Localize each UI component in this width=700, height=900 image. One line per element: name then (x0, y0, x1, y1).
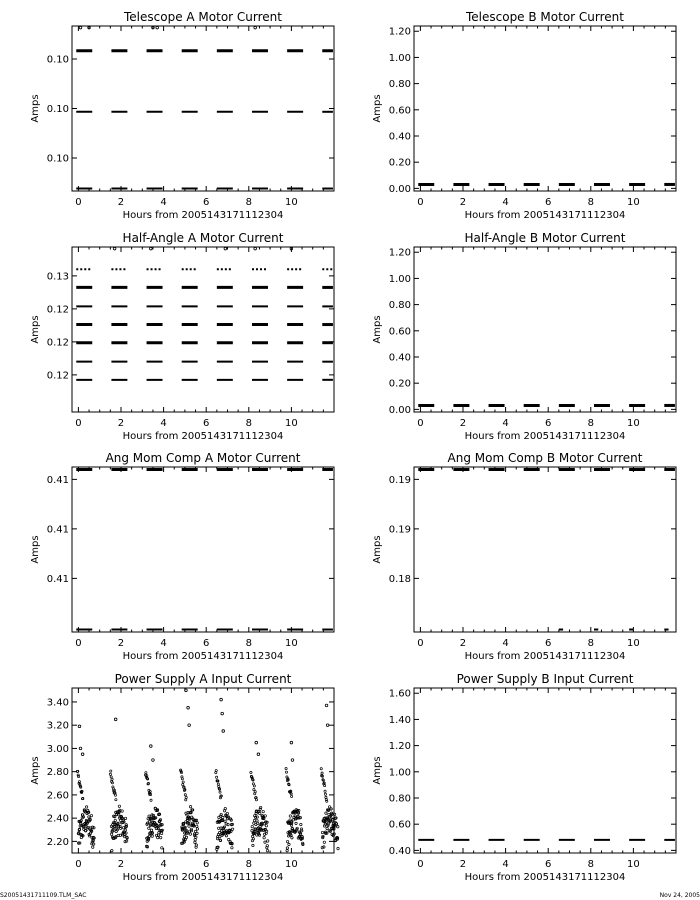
y-tick-label: 1.20 (388, 247, 411, 259)
data-point (109, 773, 111, 775)
data-point (265, 825, 267, 827)
data-point (114, 819, 116, 821)
data-point (78, 725, 81, 728)
plot-frame (72, 467, 334, 632)
data-point (231, 847, 233, 849)
data-point (222, 730, 225, 733)
data-point (286, 840, 288, 842)
x-tick-label: 0 (75, 638, 82, 649)
data-point (196, 828, 198, 830)
data-point (254, 791, 256, 793)
y-tick-label: 0.40 (388, 131, 411, 143)
footer-date: Nov 24, 2005 (659, 892, 700, 899)
data-point (322, 779, 324, 781)
x-tick-label: 2 (117, 859, 125, 870)
data-point (285, 771, 287, 773)
y-axis-label: Amps (30, 94, 41, 123)
plot-frame (414, 26, 676, 191)
y-tick-label: 1.40 (388, 714, 411, 726)
data-point (150, 799, 152, 801)
x-tick-label: 6 (545, 859, 552, 870)
y-tick-label: 0.10 (46, 104, 69, 115)
chart-panel-7 (30, 672, 339, 883)
y-tick-label: 0.41 (46, 524, 69, 536)
data-point (111, 782, 113, 784)
x-tick-label: 10 (627, 418, 640, 429)
y-tick-label: 3.20 (46, 720, 69, 732)
data-point (326, 800, 328, 802)
x-tick-label: 10 (627, 638, 640, 649)
x-tick-label: 10 (627, 859, 640, 870)
y-tick-label: 0.20 (388, 157, 411, 169)
data-point (325, 812, 327, 814)
x-tick-label: 8 (587, 638, 594, 649)
y-axis-label: Amps (30, 535, 41, 564)
data-point (124, 817, 126, 819)
data-point (325, 704, 328, 707)
data-point (196, 822, 198, 824)
x-tick-label: 2 (459, 859, 467, 870)
data-point (326, 827, 328, 829)
data-point (286, 849, 288, 851)
data-point (188, 724, 191, 727)
y-tick-label: 0.10 (46, 153, 69, 165)
y-tick-label: 1.00 (388, 52, 411, 64)
data-point (160, 832, 162, 834)
y-axis-label: Amps (372, 756, 383, 785)
data-point (224, 247, 227, 250)
x-axis-label: Hours from 2005143171112304 (122, 872, 284, 883)
x-tick-label: 4 (502, 418, 509, 429)
chart-panel-2 (372, 10, 676, 221)
data-point (291, 759, 294, 762)
data-point (266, 849, 268, 851)
data-point (226, 812, 228, 814)
chart-panel-6 (372, 451, 676, 662)
x-axis-label: Hours from 2005143171112304 (464, 872, 626, 883)
y-tick-label: 2.40 (46, 813, 69, 825)
y-tick-label: 0.60 (388, 105, 411, 117)
x-tick-label: 2 (117, 418, 125, 429)
data-point (77, 770, 79, 772)
data-point (121, 810, 123, 812)
data-point (292, 819, 294, 821)
y-axis-label: Amps (372, 315, 383, 344)
data-point (216, 776, 218, 778)
x-tick-label: 2 (459, 638, 467, 649)
plot-frame (72, 247, 334, 412)
x-tick-label: 2 (459, 418, 467, 429)
data-point (263, 837, 265, 839)
plot-frame (414, 247, 676, 412)
data-point (285, 768, 287, 770)
y-tick-label: 0.80 (388, 300, 411, 312)
data-point (145, 772, 147, 774)
y-axis-label: Amps (30, 756, 41, 785)
y-axis-label: Amps (372, 94, 383, 123)
plot-frame (414, 467, 676, 632)
data-point (196, 832, 198, 834)
data-point (188, 825, 190, 827)
chart-title: Power Supply B Input Current (456, 672, 634, 686)
x-tick-label: 6 (545, 638, 552, 649)
y-tick-label: 1.00 (388, 767, 411, 779)
y-tick-label: 0.60 (388, 326, 411, 338)
data-point (118, 805, 120, 807)
data-point (148, 827, 150, 829)
chart-title: Power Supply A Input Current (114, 672, 292, 686)
chart-title: Ang Mom Comp A Motor Current (105, 451, 301, 465)
data-point (161, 847, 163, 849)
data-point (326, 724, 329, 727)
data-point (222, 816, 224, 818)
data-point (78, 781, 80, 783)
data-point (253, 819, 255, 821)
data-point (251, 825, 253, 827)
data-point (150, 247, 153, 250)
data-point (85, 806, 87, 808)
x-tick-label: 8 (245, 859, 252, 870)
data-point (182, 781, 184, 783)
y-tick-label: 3.40 (46, 697, 69, 709)
x-tick-label: 10 (285, 197, 298, 208)
data-point (220, 698, 223, 701)
y-tick-label: 0.10 (46, 54, 69, 66)
data-point (324, 784, 326, 786)
data-point (337, 847, 339, 849)
data-point (291, 837, 293, 839)
data-point (115, 799, 117, 801)
data-point (114, 794, 116, 796)
chart-title: Telescope B Motor Current (465, 10, 625, 24)
x-tick-label: 2 (117, 197, 125, 208)
y-tick-label: 0.40 (388, 845, 411, 857)
x-tick-label: 4 (502, 197, 509, 208)
y-tick-label: 2.80 (46, 767, 69, 779)
data-point (300, 823, 302, 825)
data-point (92, 846, 94, 848)
data-point (194, 841, 196, 843)
y-tick-label: 0.12 (46, 304, 69, 316)
data-point (254, 26, 257, 29)
x-tick-label: 0 (75, 859, 82, 870)
data-point (182, 783, 184, 785)
data-point (82, 797, 84, 799)
data-point (255, 796, 257, 798)
y-tick-label: 1.00 (388, 273, 411, 285)
chart-title: Telescope A Motor Current (124, 10, 282, 24)
y-tick-label: 0.20 (388, 378, 411, 390)
data-point (111, 849, 113, 851)
y-tick-label: 1.60 (388, 688, 411, 700)
data-point (150, 745, 153, 748)
data-point (215, 769, 217, 771)
y-tick-label: 3.00 (46, 743, 69, 755)
data-point (231, 828, 233, 830)
data-point (267, 840, 269, 842)
x-tick-label: 2 (459, 197, 467, 208)
data-point (264, 841, 266, 843)
x-tick-label: 4 (502, 859, 509, 870)
data-point (110, 776, 112, 778)
data-point (217, 783, 219, 785)
chart-panel-5 (30, 451, 334, 662)
chart-title: Half-Angle B Motor Current (464, 231, 626, 245)
x-tick-label: 0 (417, 638, 424, 649)
data-point (256, 820, 258, 822)
data-point (184, 794, 186, 796)
chart-panel-8 (372, 672, 676, 883)
plot-frame (414, 688, 676, 853)
y-tick-label: 2.20 (46, 836, 69, 848)
x-tick-label: 6 (545, 197, 552, 208)
chart-title: Half-Angle A Motor Current (122, 231, 284, 245)
x-axis-label: Hours from 2005143171112304 (464, 431, 626, 442)
data-point (90, 814, 92, 816)
data-point (152, 759, 155, 762)
y-tick-label: 2.60 (46, 790, 69, 802)
data-point (189, 833, 191, 835)
x-tick-label: 4 (160, 859, 167, 870)
data-point (114, 718, 117, 721)
data-point (78, 775, 80, 777)
data-point (262, 810, 264, 812)
data-point (290, 793, 292, 795)
x-tick-label: 4 (160, 418, 167, 429)
x-axis-label: Hours from 2005143171112304 (122, 651, 284, 662)
data-point (324, 790, 326, 792)
data-point (110, 833, 112, 835)
data-point (256, 816, 258, 818)
data-point (255, 799, 257, 801)
y-tick-label: 0.80 (388, 793, 411, 805)
x-tick-label: 8 (245, 418, 252, 429)
y-tick-label: 0.00 (388, 404, 411, 416)
data-point (286, 847, 288, 849)
data-point (194, 839, 196, 841)
y-tick-label: 1.20 (388, 26, 411, 38)
data-point (150, 829, 152, 831)
data-point (290, 741, 293, 744)
x-tick-label: 2 (117, 638, 125, 649)
data-point (219, 791, 221, 793)
data-point (289, 815, 291, 817)
data-point (149, 791, 151, 793)
data-point (323, 841, 325, 843)
x-tick-label: 10 (285, 638, 298, 649)
x-tick-label: 10 (285, 859, 298, 870)
data-point (252, 844, 254, 846)
x-tick-label: 10 (627, 197, 640, 208)
y-axis-label: Amps (30, 315, 41, 344)
y-axis-label: Amps (372, 535, 383, 564)
y-tick-label: 0.80 (388, 79, 411, 91)
data-point (321, 831, 323, 833)
x-tick-label: 0 (75, 197, 82, 208)
data-point (252, 779, 254, 781)
x-tick-label: 6 (203, 197, 210, 208)
data-point (221, 712, 224, 715)
y-tick-label: 0.19 (388, 474, 411, 486)
data-point (185, 689, 188, 692)
footer-filename: S20051431711109.TLM_SAC (0, 892, 87, 899)
data-point (156, 26, 159, 29)
data-point (288, 843, 290, 845)
data-point (250, 771, 252, 773)
data-point (257, 753, 260, 756)
x-tick-label: 8 (587, 418, 594, 429)
y-tick-label: 0.12 (46, 370, 69, 382)
data-point (220, 795, 222, 797)
data-point (157, 836, 159, 838)
data-point (255, 741, 258, 744)
x-axis-label: Hours from 2005143171112304 (464, 651, 626, 662)
data-point (196, 825, 198, 827)
x-axis-label: Hours from 2005143171112304 (464, 210, 626, 221)
data-point (288, 784, 290, 786)
data-point (160, 836, 162, 838)
y-tick-label: 0.18 (388, 573, 411, 585)
x-axis-label: Hours from 2005143171112304 (122, 431, 284, 442)
y-tick-label: 0.60 (388, 819, 411, 831)
x-tick-label: 0 (75, 418, 82, 429)
chart-panel-4 (372, 231, 676, 442)
data-point (295, 822, 297, 824)
x-tick-label: 6 (203, 418, 210, 429)
data-point (110, 770, 112, 772)
x-tick-label: 6 (545, 418, 552, 429)
data-point (224, 820, 226, 822)
x-tick-label: 10 (285, 418, 298, 429)
data-point (111, 778, 113, 780)
data-point (151, 835, 153, 837)
data-point (254, 247, 257, 250)
chart-title: Ang Mom Comp B Motor Current (447, 451, 643, 465)
data-point (187, 706, 190, 709)
chart-panel-1 (30, 10, 334, 221)
data-point (79, 747, 82, 750)
data-point (181, 778, 183, 780)
x-tick-label: 8 (587, 197, 594, 208)
data-point (183, 786, 185, 788)
x-tick-label: 4 (160, 197, 167, 208)
data-point (81, 753, 84, 756)
x-tick-label: 8 (587, 859, 594, 870)
data-point (185, 796, 187, 798)
x-tick-label: 8 (245, 197, 252, 208)
x-tick-label: 0 (417, 418, 424, 429)
y-tick-label: 0.41 (46, 573, 69, 585)
data-point (320, 768, 322, 770)
data-point (113, 247, 116, 250)
x-axis-label: Hours from 2005143171112304 (122, 210, 284, 221)
x-tick-label: 0 (417, 859, 424, 870)
y-tick-label: 0.12 (46, 337, 69, 349)
y-tick-label: 0.41 (46, 474, 69, 486)
y-tick-label: 0.13 (46, 271, 69, 283)
x-tick-label: 4 (502, 638, 509, 649)
data-point (189, 806, 191, 808)
data-point (321, 772, 323, 774)
data-point (251, 835, 253, 837)
data-point (324, 793, 326, 795)
data-point (185, 799, 187, 801)
data-point (253, 785, 255, 787)
data-point (147, 778, 149, 780)
y-tick-label: 1.20 (388, 741, 411, 753)
data-point (148, 821, 150, 823)
data-point (291, 795, 293, 797)
x-tick-label: 0 (417, 197, 424, 208)
chart-panel-3 (30, 231, 334, 442)
y-tick-label: 0.40 (388, 352, 411, 364)
data-point (147, 782, 149, 784)
x-tick-label: 6 (203, 859, 210, 870)
x-tick-label: 6 (203, 638, 210, 649)
x-tick-label: 4 (160, 638, 167, 649)
y-tick-label: 0.19 (388, 524, 411, 536)
x-tick-label: 8 (245, 638, 252, 649)
data-point (79, 26, 82, 29)
y-tick-label: 0.00 (388, 183, 411, 195)
